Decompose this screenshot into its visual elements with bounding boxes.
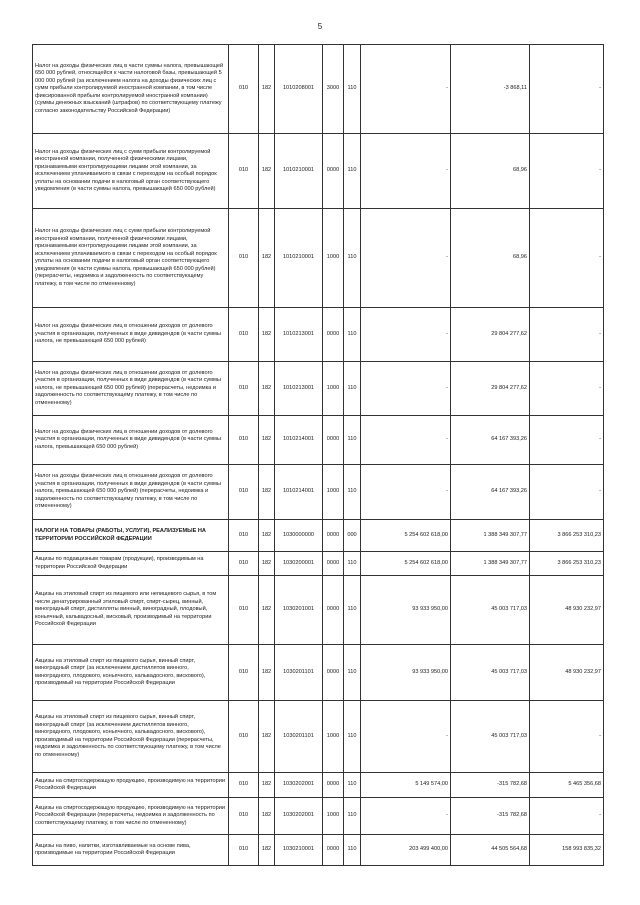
table-cell-executed: 1 388 349 307,77 (451, 520, 530, 552)
table-cell-executed: 45 003 717,03 (451, 576, 530, 645)
table-cell-name: Налог на доходы физических лиц с сумм прибыли контролируемой иностранной компании, полученной физическими лицами, признаваемыми контролирующими лицами этой компании, за исключением уплачиваемого в связи с переходом на особый порядок уплаты на основании подачи в налоговый орган соответствующего уведомления (в части суммы налога, превышающей 650 000 рублей) (33, 134, 229, 209)
table-cell-executed: -3 868,11 (451, 45, 530, 134)
table-cell-kbk-code: 1010208001 (275, 45, 323, 134)
table-cell-kbk-code: 1010213001 (275, 362, 323, 416)
table-cell-approved: - (361, 362, 451, 416)
table-cell-admin-code: 182 (259, 465, 275, 520)
table-cell-approved: 5 149 574,00 (361, 773, 451, 798)
table-cell-admin-code: 182 (259, 134, 275, 209)
page-number: 5 (317, 22, 323, 31)
table-row (33, 45, 604, 134)
table-row (33, 465, 604, 520)
table-cell-line-code: 010 (229, 362, 259, 416)
table-cell-program-code: 0000 (323, 416, 344, 465)
table-cell-name: Акцизы на пиво, напитки, изготавливаемые на основе пива, производимые на территории Российской Федерации (33, 835, 229, 866)
table-cell-name: Акцизы на спиртосодержащую продукцию, производимую на территории Российской Федерации (33, 773, 229, 798)
table-cell-executed: 68,96 (451, 134, 530, 209)
table-cell-kbk-code: 1010213001 (275, 308, 323, 362)
table-cell-admin-code: 182 (259, 835, 275, 866)
table-cell-unexecuted: - (530, 362, 604, 416)
table-cell-admin-code: 182 (259, 773, 275, 798)
table-cell-kbk-code: 1030202001 (275, 798, 323, 835)
table-cell-type-code: 110 (344, 465, 361, 520)
table-cell-program-code: 0000 (323, 308, 344, 362)
table-cell-unexecuted: 48 930 232,97 (530, 645, 604, 701)
table-cell-type-code: 110 (344, 576, 361, 645)
table-cell-executed: 44 505 564,68 (451, 835, 530, 866)
table-cell-kbk-code: 1030210001 (275, 835, 323, 866)
table-cell-program-code: 0000 (323, 645, 344, 701)
table-cell-kbk-code: 1030202001 (275, 773, 323, 798)
table-cell-line-code: 010 (229, 45, 259, 134)
table-cell-admin-code: 182 (259, 308, 275, 362)
table-row (33, 798, 604, 835)
table-cell-approved: - (361, 134, 451, 209)
table-cell-name: Налог на доходы физических лиц в отношении доходов от долевого участия в организации, полученных в виде дивидендов (в части суммы налога, превышающей 650 000 рублей) (перерасчеты, недоимка и задолженность по соответствующему платежу, в том числе по отмененному) (33, 465, 229, 520)
table-cell-program-code: 0000 (323, 773, 344, 798)
table-cell-kbk-code: 1030201101 (275, 645, 323, 701)
table-cell-unexecuted: - (530, 798, 604, 835)
table-cell-executed: 45 003 717,03 (451, 645, 530, 701)
table-cell-name: Акцизы на этиловый спирт из пищевого или непищевого сырья, в том числе денатурированный этиловый спирт, спирт-сырец, винный, виноградный спирт, дистилляты винный, виноградный, плодовый, коньячный, кальвадосный, висковый, производимый на территории Российской Федерации (33, 576, 229, 645)
table-cell-unexecuted: - (530, 308, 604, 362)
table-cell-name: Акцизы по подакцизным товарам (продукции), производимым на территории Российской Федерации (33, 552, 229, 576)
table-cell-approved: - (361, 701, 451, 773)
table-cell-executed: 45 003 717,03 (451, 701, 530, 773)
table-cell-unexecuted: 5 465 356,68 (530, 773, 604, 798)
table-cell-kbk-code: 1010214001 (275, 465, 323, 520)
table-cell-admin-code: 182 (259, 45, 275, 134)
table-cell-program-code: 1000 (323, 362, 344, 416)
table-cell-executed: 68,96 (451, 209, 530, 308)
table-cell-approved: 93 933 950,00 (361, 576, 451, 645)
table-row (33, 835, 604, 866)
table-cell-approved: - (361, 798, 451, 835)
table-cell-name: Налог на доходы физических лиц в части суммы налога, превышающей 650 000 рублей, относящейся к части налоговой базы, превышающей 5 000 000 рублей (за исключением налога на доходы физических лиц с сумм прибыли контролируемой иностранной компании, в том числе фиксированной прибыли контролируемой иностранной компании) (суммы денежных взысканий (штрафов) по соответствующему платежу согласно законодательству Российской Федерации) (33, 45, 229, 134)
table-cell-kbk-code: 1010210001 (275, 134, 323, 209)
table-row (33, 134, 604, 209)
table-cell-program-code: 0000 (323, 134, 344, 209)
table-cell-admin-code: 182 (259, 701, 275, 773)
table-cell-name: Налог на доходы физических лиц с сумм прибыли контролируемой иностранной компании, полученной физическими лицами, признаваемыми контролирующими лицами этой компании, за исключением уплачиваемого в связи с переходом на особый порядок уплаты на основании подачи в налоговый орган соответствующего уведомления (в части суммы налога, превышающей 650 000 рублей) (перерасчеты, недоимка и задолженность по соответствующему платежу, в том числе по отмененному) (33, 209, 229, 308)
table-row (33, 576, 604, 645)
budget-table (32, 44, 604, 866)
table-cell-line-code: 010 (229, 520, 259, 552)
table-cell-admin-code: 182 (259, 576, 275, 645)
table-cell-type-code: 110 (344, 362, 361, 416)
table-cell-executed: 64 167 393,26 (451, 465, 530, 520)
table-cell-type-code: 000 (344, 520, 361, 552)
table-cell-admin-code: 182 (259, 798, 275, 835)
table-row (33, 552, 604, 576)
table-cell-line-code: 010 (229, 645, 259, 701)
table-cell-unexecuted: 48 930 232,97 (530, 576, 604, 645)
table-cell-line-code: 010 (229, 835, 259, 866)
table-cell-name: Налог на доходы физических лиц в отношении доходов от долевого участия в организации, полученных в виде дивидендов (в части суммы налога, превышающей 650 000 рублей) (33, 416, 229, 465)
table-cell-unexecuted: - (530, 465, 604, 520)
table-cell-type-code: 110 (344, 209, 361, 308)
table-cell-admin-code: 182 (259, 362, 275, 416)
table-cell-kbk-code: 1030201001 (275, 576, 323, 645)
table-cell-unexecuted: - (530, 209, 604, 308)
table-cell-name: Налог на доходы физических лиц в отношении доходов от долевого участия в организации, полученных в виде дивидендов (в части суммы налога, не превышающей 650 000 рублей) (33, 308, 229, 362)
table-cell-name: Акцизы на спиртосодержащую продукцию, производимую на территории Российской Федерации (перерасчеты, недоимка и задолженность по соответствующему платежу, в том числе по отмененному) (33, 798, 229, 835)
table-row (33, 520, 604, 552)
table-cell-type-code: 110 (344, 552, 361, 576)
table-cell-admin-code: 182 (259, 416, 275, 465)
table-cell-approved: 93 933 950,00 (361, 645, 451, 701)
table-cell-program-code: 0000 (323, 835, 344, 866)
table-cell-program-code: 1000 (323, 798, 344, 835)
table-cell-type-code: 110 (344, 773, 361, 798)
table-cell-unexecuted: - (530, 45, 604, 134)
table-cell-line-code: 010 (229, 773, 259, 798)
table-cell-unexecuted: 3 866 253 310,23 (530, 552, 604, 576)
table-cell-kbk-code: 1010210001 (275, 209, 323, 308)
table-cell-type-code: 110 (344, 835, 361, 866)
table-cell-executed: 64 167 393,26 (451, 416, 530, 465)
table-cell-unexecuted: - (530, 416, 604, 465)
table-cell-name: Акцизы на этиловый спирт из пищевого сырья, винный спирт, виноградный спирт (за исключением дистиллятов винного, виноградного, плодового, коньячного, кальвадосного, вискового), производимый на территории Российской Федерации (33, 645, 229, 701)
table-cell-kbk-code: 1010214001 (275, 416, 323, 465)
table-cell-executed: 1 388 349 307,77 (451, 552, 530, 576)
table-cell-admin-code: 182 (259, 520, 275, 552)
table-cell-type-code: 110 (344, 45, 361, 134)
table-cell-program-code: 1000 (323, 701, 344, 773)
table-cell-type-code: 110 (344, 416, 361, 465)
table-cell-line-code: 010 (229, 552, 259, 576)
table-cell-program-code: 3000 (323, 45, 344, 134)
table-row (33, 773, 604, 798)
table-cell-admin-code: 182 (259, 209, 275, 308)
table-cell-approved: 5 254 602 618,00 (361, 552, 451, 576)
table-cell-line-code: 010 (229, 576, 259, 645)
table-cell-program-code: 0000 (323, 552, 344, 576)
table-cell-type-code: 110 (344, 308, 361, 362)
table-cell-type-code: 110 (344, 134, 361, 209)
table-cell-approved: 203 499 400,00 (361, 835, 451, 866)
table-cell-unexecuted: 3 866 253 310,23 (530, 520, 604, 552)
table-cell-program-code: 0000 (323, 576, 344, 645)
table-row (33, 362, 604, 416)
table-row (33, 701, 604, 773)
table-cell-kbk-code: 1030000000 (275, 520, 323, 552)
table-cell-line-code: 010 (229, 465, 259, 520)
table-cell-line-code: 010 (229, 308, 259, 362)
table-cell-type-code: 110 (344, 798, 361, 835)
table-cell-line-code: 010 (229, 134, 259, 209)
table-cell-unexecuted: - (530, 134, 604, 209)
table-row (33, 645, 604, 701)
table-cell-name: Акцизы на этиловый спирт из пищевого сырья, винный спирт, виноградный спирт (за исключением дистиллятов винного, виноградного, плодового, коньячного, кальвадосного, вискового), производимый на территории Российской Федерации (перерасчеты, недоимка и задолженность по соответствующему платежу, в том числе по отмененному) (33, 701, 229, 773)
table-cell-approved: - (361, 416, 451, 465)
table-cell-name: НАЛОГИ НА ТОВАРЫ (РАБОТЫ, УСЛУГИ), РЕАЛИЗУЕМЫЕ НА ТЕРРИТОРИИ РОССИЙСКОЙ ФЕДЕРАЦИИ (33, 520, 229, 552)
table-cell-name: Налог на доходы физических лиц в отношении доходов от долевого участия в организации, полученных в виде дивидендов (в части суммы налога, не превышающей 650 000 рублей) (перерасчеты, недоимка и задолженность по соответствующему платежу, в том числе по отмененному) (33, 362, 229, 416)
table-cell-program-code: 0000 (323, 520, 344, 552)
table-cell-line-code: 010 (229, 798, 259, 835)
table-cell-unexecuted: - (530, 701, 604, 773)
table-row (33, 209, 604, 308)
table-cell-admin-code: 182 (259, 552, 275, 576)
table-cell-line-code: 010 (229, 209, 259, 308)
table-cell-executed: 29 804 277,62 (451, 308, 530, 362)
table-cell-unexecuted: 158 993 835,32 (530, 835, 604, 866)
table-row (33, 308, 604, 362)
table-cell-approved: - (361, 465, 451, 520)
table-cell-type-code: 110 (344, 645, 361, 701)
table-cell-admin-code: 182 (259, 645, 275, 701)
table-cell-type-code: 110 (344, 701, 361, 773)
table-cell-approved: - (361, 45, 451, 134)
table-cell-line-code: 010 (229, 701, 259, 773)
table-cell-program-code: 1000 (323, 465, 344, 520)
table-cell-kbk-code: 1030201101 (275, 701, 323, 773)
table-cell-approved: - (361, 308, 451, 362)
table-cell-executed: -315 782,68 (451, 798, 530, 835)
table-cell-kbk-code: 1030200001 (275, 552, 323, 576)
table-cell-executed: 29 804 277,62 (451, 362, 530, 416)
table-row (33, 416, 604, 465)
table-cell-approved: - (361, 209, 451, 308)
table-cell-program-code: 1000 (323, 209, 344, 308)
table-cell-executed: -315 782,68 (451, 773, 530, 798)
table-cell-approved: 5 254 602 618,00 (361, 520, 451, 552)
table-cell-line-code: 010 (229, 416, 259, 465)
